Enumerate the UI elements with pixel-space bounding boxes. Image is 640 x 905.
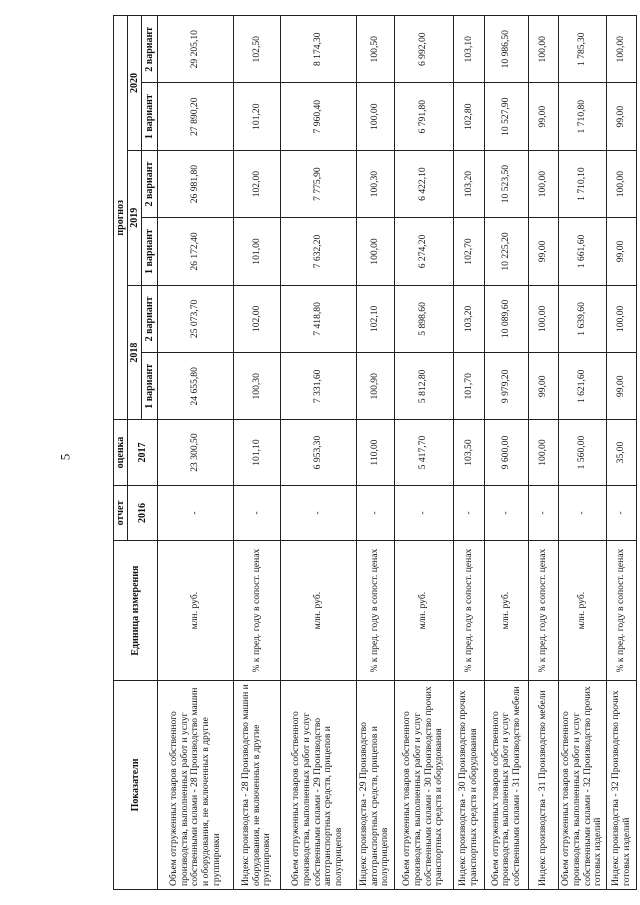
value-cell: 100,00 <box>356 83 394 150</box>
value-cell: 99,00 <box>529 83 559 150</box>
table-row <box>453 16 485 890</box>
value-cell: - <box>453 485 485 541</box>
value-cell: 5 898,60 <box>394 285 453 352</box>
header-report: отчет <box>114 485 128 541</box>
unit-cell: % к пред. году в сопост. ценах <box>356 541 394 680</box>
value-cell: 100,00 <box>529 16 559 83</box>
indicator-name: Индекс производства - 30 Производство прочих транспортных средств и оборудования <box>453 680 485 889</box>
value-cell: 7 418,80 <box>280 285 356 352</box>
value-cell: 6 953,30 <box>280 420 356 485</box>
header-2019-v1: 1 вариант <box>142 218 158 285</box>
value-cell: 1 661,60 <box>558 218 606 285</box>
value-cell: 1 710,10 <box>558 150 606 217</box>
value-cell: 101,20 <box>234 83 280 150</box>
value-cell: 29 205,10 <box>158 16 234 83</box>
value-cell: 10 523,50 <box>485 150 529 217</box>
table-row <box>485 16 529 890</box>
value-cell: 6 791,80 <box>394 83 453 150</box>
page-number: 5 <box>57 453 73 461</box>
value-cell: 26 981,80 <box>158 150 234 217</box>
table-row <box>234 16 280 890</box>
value-cell: 102,10 <box>356 285 394 352</box>
value-cell: 102,00 <box>234 285 280 352</box>
indicator-name: Индекс производства - 28 Производство машин и оборудования, не включенных в другие группировки <box>234 680 280 889</box>
value-cell: 100,00 <box>607 150 637 217</box>
value-cell: - <box>485 485 529 541</box>
value-cell: 23 300,50 <box>158 420 234 485</box>
value-cell: 35,00 <box>607 420 637 485</box>
value-cell: 7 632,20 <box>280 218 356 285</box>
table-row <box>558 16 606 890</box>
value-cell: 10 225,20 <box>485 218 529 285</box>
indicator-name: Объем отгруженных товаров собственного производства, выполненных работ и услуг собственными силами - 30 Производство прочих транспортных средств и оборудования <box>394 680 453 889</box>
value-cell: 10 527,90 <box>485 83 529 150</box>
header-2019-v2: 2 вариант <box>142 150 158 217</box>
value-cell: 99,00 <box>607 83 637 150</box>
value-cell: 27 890,20 <box>158 83 234 150</box>
indicator-name: Объем отгруженных товаров собственного производства, выполненных работ и услуг собственными силами - 32 Производство прочих готовых изделий <box>558 680 606 889</box>
value-cell: 6 274,20 <box>394 218 453 285</box>
header-2018-v1: 1 вариант <box>142 353 158 420</box>
value-cell: 101,10 <box>234 420 280 485</box>
value-cell: 9 979,20 <box>485 353 529 420</box>
value-cell: 100,30 <box>234 353 280 420</box>
value-cell: - <box>280 485 356 541</box>
value-cell: 1 621,60 <box>558 353 606 420</box>
value-cell: 7 331,60 <box>280 353 356 420</box>
table-row <box>280 16 356 890</box>
value-cell: - <box>356 485 394 541</box>
value-cell: 5 417,70 <box>394 420 453 485</box>
value-cell: 5 812,80 <box>394 353 453 420</box>
value-cell: 99,00 <box>607 218 637 285</box>
value-cell: 6 422,10 <box>394 150 453 217</box>
header-forecast: прогноз <box>114 16 128 421</box>
header-year-2020: 2020 <box>128 16 142 151</box>
value-cell: 101,70 <box>453 353 485 420</box>
value-cell: 100,00 <box>529 285 559 352</box>
value-cell: 102,50 <box>234 16 280 83</box>
unit-cell: млн. руб. <box>280 541 356 680</box>
header-unit: Единица измерения <box>114 541 158 680</box>
unit-cell: % к пред. году в сопост. ценах <box>234 541 280 680</box>
value-cell: 7 775,90 <box>280 150 356 217</box>
unit-cell: млн. руб. <box>394 541 453 680</box>
unit-cell: % к пред. году в сопост. ценах <box>453 541 485 680</box>
value-cell: 100,30 <box>356 150 394 217</box>
value-cell: 99,00 <box>529 218 559 285</box>
value-cell: 102,00 <box>234 150 280 217</box>
unit-cell: % к пред. году в сопост. ценах <box>529 541 559 680</box>
header-2020-v2: 2 вариант <box>142 16 158 83</box>
value-cell: - <box>529 485 559 541</box>
value-cell: 100,00 <box>607 285 637 352</box>
value-cell: 10 986,50 <box>485 16 529 83</box>
table-container <box>113 15 637 890</box>
table-body <box>158 16 637 890</box>
value-cell: 24 655,80 <box>158 353 234 420</box>
header-2020-v1: 1 вариант <box>142 83 158 150</box>
indicator-name: Индекс производства - 29 Производство автотранспортных средств, прицепов и полуприцепов <box>356 680 394 889</box>
value-cell: 102,70 <box>453 218 485 285</box>
value-cell: - <box>234 485 280 541</box>
value-cell: 100,00 <box>529 150 559 217</box>
forecast-table <box>113 15 637 890</box>
indicator-name: Индекс производства - 31 Производство мебели <box>529 680 559 889</box>
value-cell: 7 960,40 <box>280 83 356 150</box>
value-cell: 103,20 <box>453 285 485 352</box>
value-cell: 101,00 <box>234 218 280 285</box>
header-year-2019: 2019 <box>128 150 142 285</box>
unit-cell: % к пред. году в сопост. ценах <box>607 541 637 680</box>
header-estimate: оценка <box>114 420 128 485</box>
value-cell: 1 710,80 <box>558 83 606 150</box>
indicator-name: Объем отгруженных товаров собственного производства, выполненных работ и услуг собственными силами - 28 Производство машин и оборудования, не включенных в другие группировки <box>158 680 234 889</box>
value-cell: 102,80 <box>453 83 485 150</box>
value-cell: 100,00 <box>529 420 559 485</box>
unit-cell: млн. руб. <box>485 541 529 680</box>
header-indicators: Показатели <box>114 680 158 889</box>
value-cell: 1 639,60 <box>558 285 606 352</box>
value-cell: 1 560,00 <box>558 420 606 485</box>
table-row <box>158 16 234 890</box>
value-cell: 103,50 <box>453 420 485 485</box>
value-cell: 110,00 <box>356 420 394 485</box>
table-row <box>394 16 453 890</box>
value-cell: 9 600,00 <box>485 420 529 485</box>
value-cell: 8 174,30 <box>280 16 356 83</box>
indicator-name: Объем отгруженных товаров собственного производства, выполненных работ и услуг собственными силами - 31 Производство мебели <box>485 680 529 889</box>
value-cell: 26 172,40 <box>158 218 234 285</box>
value-cell: 99,00 <box>529 353 559 420</box>
header-year-2016: 2016 <box>128 485 158 541</box>
value-cell: 103,10 <box>453 16 485 83</box>
header-year-2017: 2017 <box>128 420 158 485</box>
indicator-name: Объем отгруженных товаров собственного производства, выполненных работ и услуг собственными силами - 29 Производство автотранспортных средств, прицепов и полуприцепов <box>280 680 356 889</box>
unit-cell: млн. руб. <box>558 541 606 680</box>
value-cell: 99,00 <box>607 353 637 420</box>
table-row <box>529 16 559 890</box>
unit-cell: млн. руб. <box>158 541 234 680</box>
value-cell: 10 089,60 <box>485 285 529 352</box>
value-cell: 25 073,70 <box>158 285 234 352</box>
value-cell: 103,20 <box>453 150 485 217</box>
value-cell: - <box>158 485 234 541</box>
value-cell: - <box>394 485 453 541</box>
value-cell: - <box>558 485 606 541</box>
value-cell: 100,00 <box>356 218 394 285</box>
table-row <box>356 16 394 890</box>
header-2018-v2: 2 вариант <box>142 285 158 352</box>
indicator-name: Индекс производства - 32 Производство прочих готовых изделий <box>607 680 637 889</box>
value-cell: 1 785,30 <box>558 16 606 83</box>
value-cell: 100,90 <box>356 353 394 420</box>
value-cell: 6 992,00 <box>394 16 453 83</box>
table-row <box>607 16 637 890</box>
value-cell: - <box>607 485 637 541</box>
rotated-table-wrapper <box>113 15 637 890</box>
header-year-2018: 2018 <box>128 285 142 420</box>
value-cell: 100,50 <box>356 16 394 83</box>
value-cell: 100,00 <box>607 16 637 83</box>
